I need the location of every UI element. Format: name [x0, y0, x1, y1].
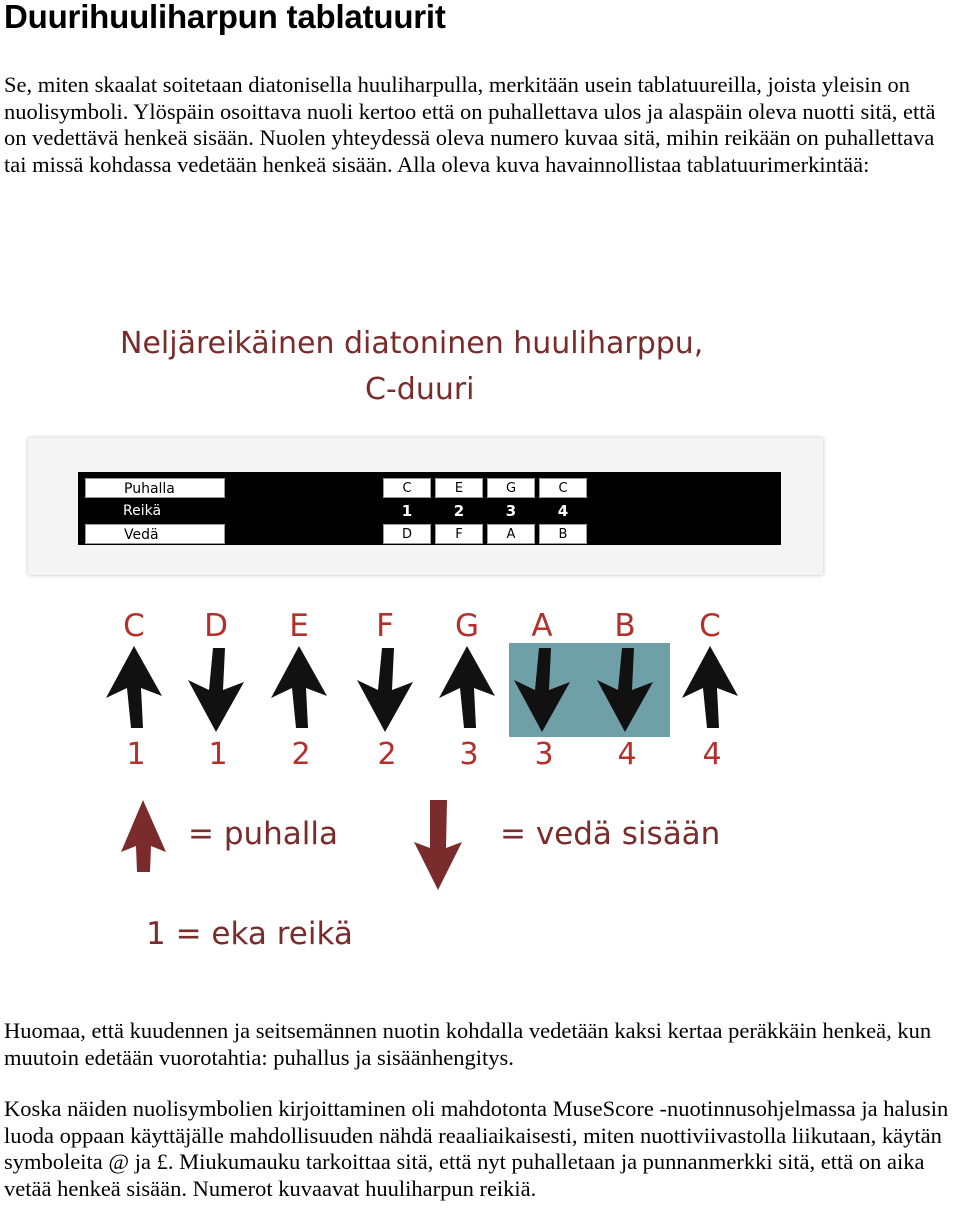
note-label: F	[376, 608, 394, 644]
legend-blow-arrow-icon	[121, 800, 166, 872]
hole-number-label: 1	[208, 737, 228, 772]
table-cell: 4	[539, 501, 587, 521]
legend-draw-label: = vedä sisään	[500, 816, 721, 852]
note-label: B	[614, 608, 636, 644]
blow-arrow-icon	[106, 646, 162, 728]
note-label: E	[289, 608, 309, 644]
hole-number-label: 2	[291, 737, 311, 772]
draw-arrow-icon	[188, 648, 244, 732]
hole-number-label: 4	[702, 737, 722, 772]
note-label: C	[699, 608, 721, 644]
note-label: G	[454, 608, 480, 644]
blow-arrow-icon	[682, 646, 738, 728]
hole-number-label: 1	[126, 737, 146, 772]
figure-title-line2: C-duuri	[365, 372, 475, 407]
row-label-blow: Puhalla	[85, 478, 225, 498]
page-title: Duurihuuliharpun tablatuurit	[4, 0, 446, 35]
table-cell: 2	[435, 501, 483, 521]
hole-number-label: 3	[459, 737, 479, 772]
table-cell: F	[435, 524, 483, 544]
hole-number-label: 4	[617, 737, 637, 772]
table-cell: B	[539, 524, 587, 544]
blow-arrow-icon	[271, 646, 327, 728]
harmonica-tab-figure	[0, 290, 850, 982]
hole-number-label: 2	[377, 737, 397, 772]
row-label-draw: Vedä	[85, 524, 225, 544]
table-cell: 1	[383, 501, 431, 521]
legend-draw-arrow-icon	[414, 800, 462, 890]
intro-paragraph: Se, miten skaalat soitetaan diatonisella huuliharpulla, merkitään usein tablatuureilla, joista yleisin on nuolisymboli. Ylöspäin osoittava nuoli kertoo että on puhallettava ulos ja alaspäin oleva nuotti sitä, että on vedettävä henkeä sisään. Nuolen yhteydessä oleva numero kuvaa sitä, mihin reikään on puhallettava tai missä kohdassa vedetään henkeä sisään. Alla oleva kuva havainnollistaa tablatuurimerkintää:	[4, 72, 936, 177]
figure-title-line1: Neljäreikäinen diatoninen huuliharppu,	[120, 326, 704, 361]
table-cell: A	[487, 524, 535, 544]
table-cell: G	[487, 478, 535, 498]
arrow-sequence-diagram	[0, 590, 850, 982]
table-cell: 3	[487, 501, 535, 521]
hole-number-label: 3	[534, 737, 554, 772]
table-cell: C	[383, 478, 431, 498]
harmonica-table-panel	[28, 438, 823, 575]
table-cell: D	[383, 524, 431, 544]
legend-hole-label: 1 = eka reikä	[146, 916, 353, 952]
note-label: A	[531, 608, 553, 644]
blow-arrow-icon	[439, 646, 495, 728]
note-label: C	[123, 608, 145, 644]
table-cell: E	[435, 478, 483, 498]
legend-blow-label: = puhalla	[188, 816, 339, 852]
table-cell: C	[539, 478, 587, 498]
draw-arrow-icon	[357, 648, 413, 732]
note-label: D	[204, 608, 228, 644]
note-paragraph: Huomaa, että kuudennen ja seitsemännen nuotin kohdalla vedetään kaksi kertaa peräkkäin henkeä, kun muutoin edetään vuorotahtia: puhallus ja sisäänhengitys.	[4, 1018, 932, 1070]
row-label-hole: Reikä	[85, 501, 225, 521]
explain-paragraph: Koska näiden nuolisymbolien kirjoittaminen oli mahdotonta MuseScore -nuotinnusohjelmassa ja halusin luoda oppaan käyttäjälle mahdollisuuden nähdä reaaliaikaisesti, miten nuottiviivastolla liikutaan, käytän symboleita @ ja £. Miukumauku tarkoittaa sitä, että nyt puhalletaan ja punnanmerkki sitä, että on aika vetää henkeä sisään. Numerot kuvaavat huuliharpun reikiä.	[4, 1096, 949, 1201]
